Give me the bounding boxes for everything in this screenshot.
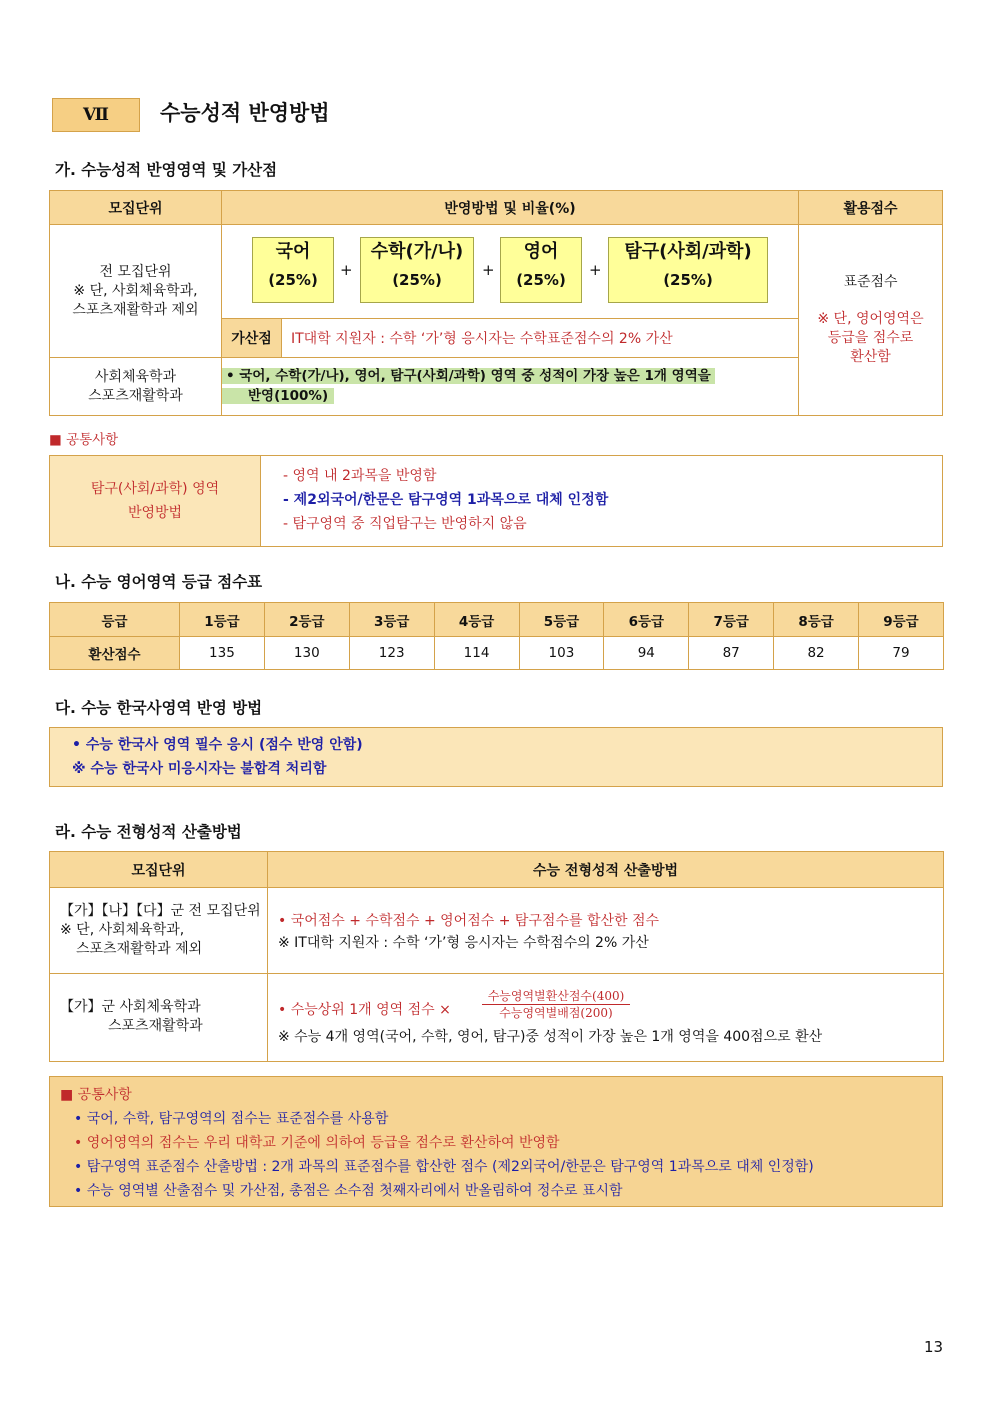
- section-title: 수능성적 반영방법: [160, 101, 330, 125]
- score-cell: 87: [689, 637, 774, 670]
- common-box-label: [50, 456, 261, 546]
- row2-method-cell: [222, 358, 799, 415]
- heading-b: 나. 수능 영어영역 등급 점수표: [55, 573, 263, 591]
- common2-items: [74, 1107, 814, 1203]
- row2-unit-line: 사회체육학과: [94, 368, 177, 385]
- subject-inquiry: 탐구(사회/과학) (25%): [608, 237, 768, 303]
- score-cell: 123: [349, 637, 434, 670]
- fraction-numerator: 수능영역별환산점수(400): [482, 988, 630, 1005]
- d-row2-unit: [50, 974, 268, 1061]
- common-box-2: [49, 1076, 943, 1207]
- korean-history-items: [72, 733, 363, 781]
- score-cell: 103: [519, 637, 604, 670]
- score-note-line: 환산함: [850, 349, 891, 365]
- d-row1-method-text: • 국어점수 + 수학점수 + 영어점수 + 탐구점수를 합산한 점수: [278, 913, 660, 929]
- d-row1-note: ※ IT대학 지원자 : 수학 ‘가’형 응시자는 수학점수의 2% 가산: [278, 935, 649, 951]
- common2-item: • 영어영역의 점수는 우리 대학교 기준에 의하여 등급을 점수로 환산하여 반영함: [74, 1135, 560, 1151]
- d-row1-unit-line: ※ 단, 사회체육학과,: [60, 922, 185, 938]
- common-item: - 영역 내 2과목을 반영함: [283, 468, 437, 484]
- korean-history-box: [49, 727, 943, 787]
- row1-unit-line: ※ 단, 사회체육학과,: [73, 282, 198, 299]
- d-row2-method-text: • 수능상위 1개 영역 점수 ×: [278, 1002, 451, 1018]
- score-cell: 79: [859, 637, 944, 670]
- d-row2-method: [268, 974, 943, 1061]
- table-d-header-unit: 모집단위: [50, 852, 268, 888]
- row1-unit-line: 스포츠재활학과 제외: [72, 301, 199, 318]
- bonus-label: 가산점: [222, 319, 282, 358]
- score-note-line: 등급을 점수로: [827, 330, 914, 346]
- table-a: [49, 190, 943, 416]
- common-box-label-line: 반영방법: [127, 505, 183, 521]
- grade-cell: 3등급: [349, 603, 434, 637]
- table-d-header-method: 수능 전형성적 산출방법: [268, 852, 943, 888]
- grade-cell: 5등급: [519, 603, 604, 637]
- row1-unit-cell: [50, 225, 222, 358]
- fraction: [482, 988, 630, 1021]
- plus-sign: +: [340, 261, 353, 279]
- score-row-head: 환산점수: [50, 637, 180, 670]
- heading-c: 다. 수능 한국사영역 반영 방법: [55, 699, 263, 717]
- fraction-denominator: 수능영역별배점(200): [499, 1006, 613, 1020]
- score-cell: 94: [604, 637, 689, 670]
- table-a-header-score: 활용점수: [799, 191, 942, 225]
- score-use: 표준점수: [843, 274, 898, 290]
- row2-unit-line: 스포츠재활학과: [88, 387, 183, 404]
- common-label-a: ■ 공통사항: [49, 432, 119, 448]
- table-a-header-method: 반영방법 및 비율(%): [222, 191, 799, 225]
- d-row1-unit-line: 【가】【나】【다】군 전 모집단위: [60, 903, 261, 919]
- grade-cell: 2등급: [264, 603, 349, 637]
- korean-history-item: ※ 수능 한국사 미응시자는 불합격 처리함: [72, 761, 327, 777]
- common-item: - 제2외국어/한문은 탐구영역 1과목으로 대체 인정함: [283, 492, 609, 508]
- d-row2-unit-line: 스포츠재활학과: [108, 1018, 203, 1034]
- grade-row-head: 등급: [50, 603, 180, 637]
- subject-math: 수학(가/나) (25%): [360, 237, 474, 303]
- d-row2-unit-line: 【가】군 사회체육학과: [60, 999, 201, 1015]
- d-row1-method: [268, 888, 943, 974]
- heading-a: 가. 수능성적 반영영역 및 가산점: [55, 161, 278, 179]
- grade-table: [49, 602, 944, 670]
- common-box-a: [49, 455, 943, 547]
- common-item: - 탐구영역 중 직업탐구는 반영하지 않음: [283, 516, 527, 532]
- plus-sign: +: [482, 261, 495, 279]
- grade-cell: 6등급: [604, 603, 689, 637]
- score-cell: 130: [264, 637, 349, 670]
- subjects-area: [222, 225, 799, 319]
- score-cell: 114: [434, 637, 519, 670]
- grade-cell: 9등급: [859, 603, 944, 637]
- common-box-label-line: 탐구(사회/과학) 영역: [90, 481, 220, 497]
- bonus-text: IT대학 지원자 : 수학 ‘가’형 응시자는 수학표준점수의 2% 가산: [291, 331, 673, 347]
- grade-cell: 8등급: [774, 603, 859, 637]
- score-note-line: ※ 단, 영어영역은: [817, 311, 924, 327]
- heading-d: 라. 수능 전형성적 산출방법: [55, 823, 242, 841]
- section-number: Ⅶ: [52, 98, 140, 132]
- table-d: [49, 851, 944, 1062]
- plus-sign: +: [589, 261, 602, 279]
- grade-cell: 1등급: [180, 603, 265, 637]
- subject-korean: 국어 (25%): [252, 237, 334, 303]
- d-row1-unit-line: 스포츠재활학과 제외: [76, 941, 203, 957]
- common2-item: • 탐구영역 표준점수 산출방법 : 2개 과목의 표준점수를 합산한 점수 (제2외국어/한문은 탐구영역 1과목으로 대체 인정함): [74, 1159, 814, 1175]
- korean-history-item: • 수능 한국사 영역 필수 응시 (점수 반영 안함): [72, 737, 363, 753]
- common2-item: • 국어, 수학, 탐구영역의 점수는 표준점수를 사용함: [74, 1111, 389, 1127]
- row2-unit-cell: [50, 358, 222, 415]
- d-row1-unit: [50, 888, 268, 974]
- row2-method-text: • 국어, 수학(가/나), 영어, 탐구(사회/과학) 영역 중 성적이 가장 높은 1개 영역을 반영(100%): [222, 366, 715, 406]
- row1-unit-line: 전 모집단위: [99, 263, 172, 280]
- common-items: [283, 464, 608, 536]
- d-row2-note: ※ 수능 4개 영역(국어, 수학, 영어, 탐구)중 성적이 가장 높은 1개 영역을 400점으로 환산: [278, 1029, 823, 1045]
- score-cell: 135: [180, 637, 265, 670]
- common2-item: • 수능 영역별 산출점수 및 가산점, 총점은 소수점 첫째자리에서 반올림하여 정수로 표시함: [74, 1183, 623, 1199]
- subject-english: 영어 (25%): [500, 237, 582, 303]
- score-cell: 82: [774, 637, 859, 670]
- grade-cell: 7등급: [689, 603, 774, 637]
- page-number: 13: [924, 1338, 944, 1356]
- common-label-2: ■ 공통사항: [60, 1087, 132, 1103]
- grade-cell: 4등급: [434, 603, 519, 637]
- table-a-header-unit: 모집단위: [50, 191, 222, 225]
- score-use-cell: [799, 225, 942, 415]
